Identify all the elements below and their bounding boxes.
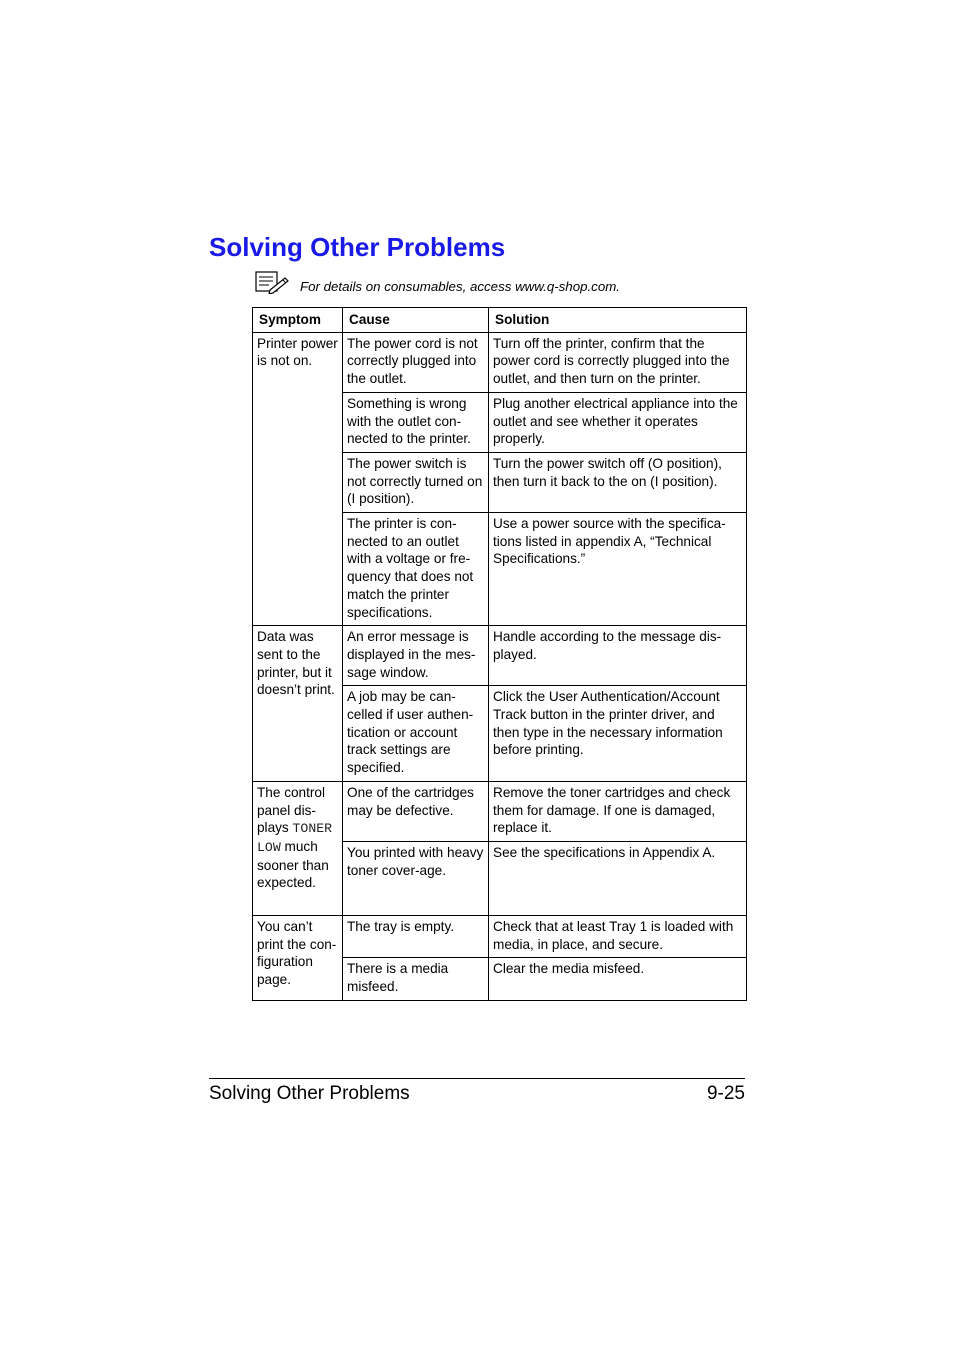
cause-cell: The printer is con-nected to an outlet with a voltage or fre-quency that does not match the printer specifications. [343,513,489,626]
cause-cell: A job may be can-celled if user authen-tication or account track settings are specified. [343,686,489,782]
solution-cell: Turn off the printer, confirm that the power cord is correctly plugged into the outlet, and then turn on the printer. [489,332,747,392]
footer-section-title: Solving Other Problems [209,1083,410,1104]
solution-cell: Remove the toner cartridges and check them for damage. If one is damaged, replace it. [489,781,747,841]
cause-cell: There is a media misfeed. [343,958,489,1000]
solution-cell: Clear the media misfeed. [489,958,747,1000]
header-cause: Cause [343,308,489,333]
header-symptom: Symptom [253,308,343,333]
cause-cell: The power cord is not correctly plugged into the outlet. [343,332,489,392]
symptom-cell: You can’t print the con-figuration page. [253,915,343,1000]
header-solution: Solution [489,308,747,333]
table-row [253,915,747,957]
symptom-cell [253,781,343,915]
troubleshooting-table [252,307,747,1001]
cause-cell: The tray is empty. [343,915,489,957]
toner-low-message: TONER LOW [257,821,333,855]
table-row [253,332,747,392]
solution-cell: Plug another electrical appliance into the outlet and see whether it operates properly. [489,392,747,452]
solution-cell: Use a power source with the specifica-tions listed in appendix A, “Technical Specifications.” [489,513,747,626]
cause-cell: Something is wrong with the outlet con-nected to the printer. [343,392,489,452]
solution-cell: Check that at least Tray 1 is loaded with media, in place, and secure. [489,915,747,957]
table-row [253,626,747,686]
cause-cell: One of the cartridges may be defective. [343,781,489,841]
symptom-text: The control panel dis-plays [257,784,326,836]
cause-cell: You printed with heavy toner cover-age. [343,841,489,915]
note-pencil-icon [254,270,290,294]
symptom-cell: Printer power is not on. [253,332,343,626]
page-title: Solving Other Problems [209,232,506,262]
note-text: For details on consumables, access www.q-shop.com. [300,279,621,294]
symptom-text: much sooner than expected. [257,838,329,891]
table-header-row [253,308,747,333]
solution-cell: See the specifications in Appendix A. [489,841,747,915]
cause-cell: The power switch is not correctly turned on (I position). [343,452,489,512]
solution-cell: Turn the power switch off (O position), then turn it back to the on (I position). [489,452,747,512]
solution-cell: Handle according to the message dis-played. [489,626,747,686]
footer-page-number: 9-25 [706,1083,745,1104]
footer-divider [209,1078,745,1079]
solution-cell: Click the User Authentication/Account Track button in the printer driver, and then type in the necessary information before printing. [489,686,747,782]
table-row [253,781,747,841]
symptom-cell: Data was sent to the printer, but it doesn’t print. [253,626,343,782]
cause-cell: An error message is displayed in the mes-sage window. [343,626,489,686]
